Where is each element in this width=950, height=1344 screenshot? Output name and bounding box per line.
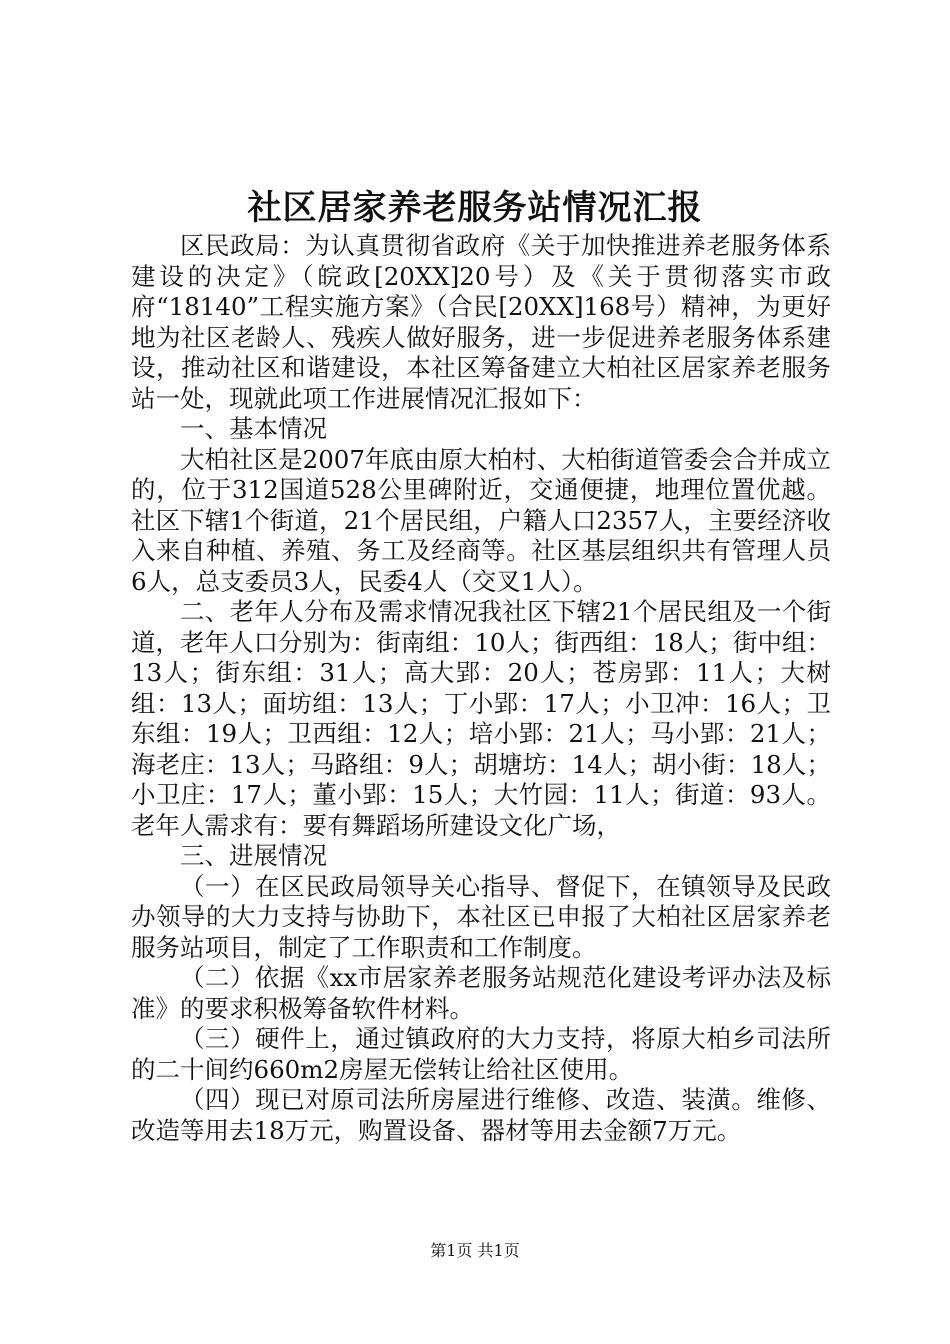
page-number-footer: 第1页 共1页 [430,1241,520,1260]
section-heading-progress: 三、进展情况 [180,841,327,870]
paragraph-progress-4: （四）现已对原司法所房屋进行维修、改造、装潢。维修、改造等用去18万元，购置设备、器材等用去金额7万元。 [131,1085,831,1145]
paragraph-progress-3: （三）硬件上，通过镇政府的大力支持，将原大柏乡司法所的二十间约660m2房屋无偿转让给社区使用。 [131,1024,831,1084]
document-title: 社区居家养老服务站情况汇报 [247,188,703,228]
paragraph-progress-2: （二）依据《xx市居家养老服务站规范化建设考评办法及标准》的要求积极筹备软件材料。 [131,963,831,1023]
paragraph-salutation: 区民政局：为认真贯彻省政府《关于加快推进养老服务体系建设的决定》（皖政[20XX]20号）及《关于贯彻落实市政府“18140”工程实施方案》（合民[20XX]168号）精神，为更好地为社区老龄人、残疾人做好服务，进一步促进养老服务体系建设，推动社区和谐建设，本社区筹备建立大柏社区居家养老服务站一处，现就此项工作进展情况汇报如下： [131,231,831,413]
section-heading-basic-info: 一、基本情况 [180,414,327,443]
paragraph-elderly-distribution: 二、老年人分布及需求情况我社区下辖21个居民组及一个街道，老年人口分别为：街南组：10人；街西组：18人；街中组：13人；街东组：31人；高大郢：20人；苍房郢：11人；大树组：13人；面坊组：13人；丁小郢：17人；小卫冲：16人；卫东组：19人；卫西组：12人；培小郢：21人；马小郢：21人；海老庄：13人；马路组：9人；胡塘坊：14人；胡小街：18人；小卫庄：17人；董小郢：15人；大竹园：11人；街道：93人。老年人需求有：要有舞蹈场所建设文化广场， [131,597,831,840]
paragraph-basic-info: 大柏社区是2007年底由原大柏村、大柏街道管委会合并成立的，位于312国道528公里碑附近，交通便捷，地理位置优越。社区下辖1个街道，21个居民组，户籍人口2357人，主要经济收入来自种植、养殖、务工及经商等。社区基层组织共有管理人员6人，总支委员3人，民委4人（交叉1人）。 [131,444,831,596]
document-body [131,231,831,1146]
paragraph-progress-1: （一）在区民政局领导关心指导、督促下，在镇领导及民政办领导的大力支持与协助下，本社区已申报了大柏社区居家养老服务站项目，制定了工作职责和工作制度。 [131,871,831,962]
